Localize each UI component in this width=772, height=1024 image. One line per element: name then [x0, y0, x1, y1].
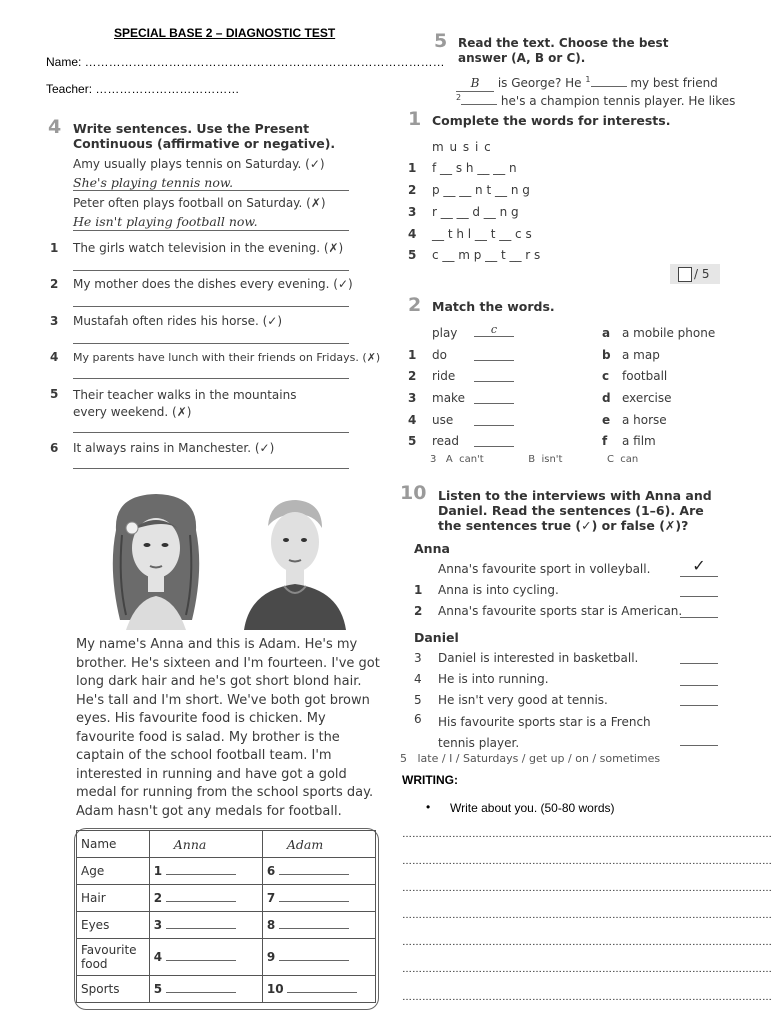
- cut-off-strip: [430, 454, 720, 468]
- daniel-answer-5[interactable]: [680, 705, 718, 706]
- ex1-item-3-text[interactable]: r __ __ d __ n g: [432, 205, 519, 219]
- anna-cell-5[interactable]: [149, 976, 262, 1003]
- ex2-right-b-text: a map: [622, 348, 660, 362]
- ex2-left-2-text: ride: [432, 369, 456, 383]
- ex1-item-5-number: 5: [408, 248, 417, 262]
- cell-number: 7: [266, 891, 276, 905]
- ex4-example2-prompt: Peter often plays football on Saturday. (✗): [73, 196, 326, 210]
- daniel-item-6-number: 6: [414, 712, 422, 726]
- writing-line-2[interactable]: …………………………………………………………………………………………………: [402, 856, 772, 867]
- table-row: [77, 885, 376, 912]
- daniel-item-5-text: He isn't very good at tennis.: [438, 693, 608, 707]
- table-header-anna-text: Anna: [173, 836, 207, 852]
- ex2-right-d-text: exercise: [622, 391, 672, 405]
- table-row: [77, 976, 376, 1003]
- writing-bullet-dot: •: [426, 800, 431, 814]
- adam-cell-7[interactable]: [262, 885, 375, 912]
- ex4-item-3-text: Mustafah often rides his horse. (✓): [73, 314, 283, 328]
- table-row: [77, 912, 376, 939]
- writing-heading: WRITING:: [402, 773, 458, 787]
- ex2-answer-5[interactable]: [474, 446, 514, 447]
- ex4-example2-answer: He isn't playing football now.: [73, 214, 258, 229]
- anna-example: Anna's favourite sport in volleyball.: [438, 562, 651, 576]
- ex4-item-4-text: My parents have lunch with their friends on Fridays. (✗): [73, 351, 381, 364]
- daniel-item-4-text: He is into running.: [438, 672, 549, 686]
- ex5-line1-answer: B: [456, 76, 494, 92]
- ex4-item-2-answer-line[interactable]: [73, 306, 349, 307]
- ex2-example-left: play: [432, 326, 458, 340]
- ex2-right-d-letter: d: [602, 391, 611, 405]
- anna-item-2-number: 2: [414, 604, 423, 618]
- adam-cell-10[interactable]: [262, 976, 375, 1003]
- cell-number: 5: [153, 982, 163, 996]
- cell-number: 10: [266, 982, 284, 996]
- adam-cell-9[interactable]: [262, 939, 375, 976]
- ex1-item-3-number: 3: [408, 205, 417, 219]
- profile-table: [76, 830, 376, 1003]
- ex4-item-6-answer-line[interactable]: [73, 468, 349, 469]
- daniel-answer-3[interactable]: [680, 663, 718, 664]
- ex4-item-2-number: 2: [50, 277, 59, 291]
- ex5-line2-sup: 2: [456, 93, 462, 102]
- anna-answer-1[interactable]: [680, 596, 718, 597]
- ex2-right-e-letter: e: [602, 413, 611, 427]
- writing-line-6[interactable]: …………………………………………………………………………………………………: [402, 964, 772, 975]
- ex4-item-2-text: My mother does the dishes every evening. (✓): [73, 277, 353, 291]
- table-row: [77, 939, 376, 976]
- ex10-instruction: Listen to the interviews with Anna and Daniel. Read the sentences (1–6). Are the sentences true (✓) or false (✗)?: [438, 488, 712, 533]
- ex2-answer-4[interactable]: [474, 425, 514, 426]
- ex4-item-3-number: 3: [50, 314, 59, 328]
- table-header-anna: [149, 831, 262, 858]
- anna-cell-3[interactable]: [149, 912, 262, 939]
- daniel-item-3-text: Daniel is interested in basketball.: [438, 651, 639, 665]
- ex5-instruction: Read the text. Choose the best answer (A, B or C).: [458, 36, 669, 65]
- table-header-adam-text: Adam: [286, 836, 324, 852]
- cell-number: 8: [266, 918, 276, 932]
- name-field-label: Name: ………………………………………………………………………………: [46, 55, 445, 69]
- row-label: Hair: [77, 885, 150, 912]
- cut-off-text: 3 A can't B isn't C can: [430, 454, 639, 465]
- anna-answer-2[interactable]: [680, 617, 718, 618]
- ex1-number: 1: [408, 108, 422, 130]
- ex2-example-answer: c: [474, 323, 514, 337]
- anna-item-2-text: Anna's favourite sports star is American.: [438, 604, 683, 618]
- ex5-number: 5: [434, 30, 448, 52]
- ex2-left-5-number: 5: [408, 434, 417, 448]
- answer-blank[interactable]: [166, 960, 236, 961]
- ex2-left-4-text: use: [432, 413, 454, 427]
- cell-number: 3: [153, 918, 163, 932]
- answer-blank[interactable]: [166, 901, 236, 902]
- anna-example-answer: ✓: [680, 556, 718, 577]
- ex10-number: 10: [400, 482, 427, 504]
- ex2-answer-2[interactable]: [474, 381, 514, 382]
- ex2-right-f-letter: f: [602, 434, 608, 448]
- row-label: Age: [77, 858, 150, 885]
- ex4-item-1-number: 1: [50, 241, 59, 255]
- ex4-item-5-text: Their teacher walks in the mountains every weekend. (✗): [73, 388, 297, 419]
- ex5-line1-tail: my best friend: [630, 76, 718, 90]
- answer-blank[interactable]: [279, 901, 349, 902]
- ex4-item-5-number: 5: [50, 387, 59, 401]
- adam-illustration: [234, 490, 354, 630]
- writing-line-1[interactable]: …………………………………………………………………………………………………: [402, 829, 772, 840]
- ex2-left-4-number: 4: [408, 413, 417, 427]
- answer-blank[interactable]: [166, 992, 236, 993]
- ex5-line1-sup: 1: [585, 75, 591, 84]
- ex1-instruction: Complete the words for interests.: [432, 113, 671, 128]
- ex4-example2-line: [73, 230, 349, 231]
- ex1-item-2-text[interactable]: p __ __ n t __ n g: [432, 183, 530, 197]
- ex4-item-1-answer-line[interactable]: [73, 270, 349, 271]
- cell-number: 1: [153, 864, 163, 878]
- daniel-item-6-text: His favourite sports star is a French tennis player.: [438, 715, 651, 750]
- ex5-line1-text: is George? He: [497, 76, 582, 90]
- ex2-left-1-text: do: [432, 348, 447, 362]
- ex5-line2-text: he's a champion tennis player. He likes: [500, 94, 736, 108]
- daniel-item-4-number: 4: [414, 672, 422, 686]
- ex1-score-text: / 5: [694, 267, 710, 281]
- ex4-item-4-answer-line[interactable]: [73, 378, 349, 379]
- adam-cell-6[interactable]: [262, 858, 375, 885]
- daniel-answer-4[interactable]: [680, 685, 718, 686]
- teacher-field-label: Teacher: ………………………………: [46, 82, 240, 96]
- daniel-item-5-number: 5: [414, 693, 422, 707]
- table-header-adam: [262, 831, 375, 858]
- row-label: Sports: [77, 976, 150, 1003]
- writing-bullet-text: Write about you. (50-80 words): [450, 801, 615, 815]
- ex2-right-b-letter: b: [602, 348, 611, 362]
- anna-cell-1[interactable]: [149, 858, 262, 885]
- ex2-right-a-text: a mobile phone: [622, 326, 716, 340]
- row-label: Favourite food: [77, 939, 150, 976]
- daniel-item-3-number: 3: [414, 651, 422, 665]
- cell-number: 2: [153, 891, 163, 905]
- anna-item-1-text: Anna is into cycling.: [438, 583, 559, 597]
- ex2-right-c-letter: c: [602, 369, 610, 383]
- answer-blank[interactable]: [279, 874, 349, 875]
- adam-cell-8[interactable]: [262, 912, 375, 939]
- ex1-example: m u s i c: [432, 140, 492, 154]
- ex4-example1-answer: She's playing tennis now.: [73, 175, 234, 190]
- ex5-line1: [456, 72, 718, 92]
- anna-item-1-number: 1: [414, 583, 423, 597]
- writing-line-4[interactable]: …………………………………………………………………………………………………: [402, 910, 772, 921]
- reading-text: My name's Anna and this is Adam. He's my brother. He's sixteen and I'm fourteen. I've got long dark hair and he's got short blond hair. He's tall and I'm short. We've both got brown eyes. His favourite food is chicken. My favourite food is salad. My brother is the captain of the school football team. I'm interested in running and have got a gold medal for running from the school sports day. Adam hasn't got any medals for football.: [76, 637, 380, 819]
- ex5-blank-1[interactable]: [591, 86, 627, 87]
- ex4-item-6-text: It always rains in Manchester. (✓): [73, 441, 275, 455]
- table-row: [77, 858, 376, 885]
- writing-line-5[interactable]: …………………………………………………………………………………………………: [402, 937, 772, 948]
- ex4-item-5-answer-line[interactable]: [73, 432, 349, 433]
- ex2-number: 2: [408, 294, 422, 316]
- ex4-example1-prompt: Amy usually plays tennis on Saturday. (✓): [73, 157, 325, 171]
- ex2-right-e-text: a horse: [622, 413, 667, 427]
- cut-off-strip-2: [400, 752, 730, 766]
- answer-blank[interactable]: [166, 928, 236, 929]
- anna-illustration: [96, 490, 216, 630]
- ex1-item-1-number: 1: [408, 161, 417, 175]
- ex2-right-a-letter: a: [602, 326, 611, 340]
- ex1-item-4-text[interactable]: __ t h l __ t __ c s: [432, 227, 532, 241]
- ex2-answer-1[interactable]: [474, 360, 514, 361]
- cell-number: 6: [266, 864, 276, 878]
- ex5-line2: [456, 90, 735, 109]
- writing-line-7[interactable]: …………………………………………………………………………………………………: [402, 992, 772, 1003]
- ex4-item-4-number: 4: [50, 350, 59, 364]
- answer-blank[interactable]: [166, 874, 236, 875]
- ex1-item-2-number: 2: [408, 183, 417, 197]
- ex2-left-3-number: 3: [408, 391, 417, 405]
- ex2-left-2-number: 2: [408, 369, 417, 383]
- ex2-right-f-text: a film: [622, 434, 656, 448]
- writing-line-3[interactable]: …………………………………………………………………………………………………: [402, 883, 772, 894]
- ex2-right-c-text: football: [622, 369, 668, 383]
- page-title: SPECIAL BASE 2 – DIAGNOSTIC TEST: [114, 26, 336, 40]
- answer-blank[interactable]: [279, 928, 349, 929]
- ex4-number: 4: [48, 116, 62, 138]
- row-label: Eyes: [77, 912, 150, 939]
- table-header-name: Name: [77, 831, 150, 858]
- daniel-answer-6[interactable]: [680, 745, 718, 746]
- ex2-left-3-text: make: [432, 391, 465, 405]
- answer-blank[interactable]: [279, 960, 349, 961]
- daniel-label: Daniel: [414, 630, 459, 645]
- ex1-item-5-text[interactable]: c __ m p __ t __ r s: [432, 248, 541, 262]
- ex2-instruction: Match the words.: [432, 299, 555, 314]
- ex1-score-checkbox[interactable]: [678, 267, 692, 282]
- ex4-instruction: Write sentences. Use the Present Continuous (affirmative or negative).: [73, 121, 336, 151]
- ex4-item-3-answer-line[interactable]: [73, 343, 349, 344]
- ex4-item-6-number: 6: [50, 441, 59, 455]
- ex4-item-1-text: The girls watch television in the evening. (✗): [73, 241, 344, 255]
- cell-number: 4: [153, 950, 163, 964]
- ex2-left-5-text: read: [432, 434, 460, 448]
- ex5-blank-2[interactable]: [461, 104, 497, 105]
- answer-blank[interactable]: [287, 992, 357, 993]
- anna-cell-4[interactable]: [149, 939, 262, 976]
- cell-number: 9: [266, 950, 276, 964]
- ex1-item-4-number: 4: [408, 227, 417, 241]
- anna-cell-2[interactable]: [149, 885, 262, 912]
- ex1-item-1-text[interactable]: f __ s h __ __ n: [432, 161, 517, 175]
- ex4-example1-line: [73, 190, 349, 191]
- cut-off-text-2: 5 late / I / Saturdays / get up / on / sometimes: [400, 752, 661, 765]
- ex2-left-1-number: 1: [408, 348, 417, 362]
- anna-label: Anna: [414, 541, 450, 556]
- ex2-answer-3[interactable]: [474, 403, 514, 404]
